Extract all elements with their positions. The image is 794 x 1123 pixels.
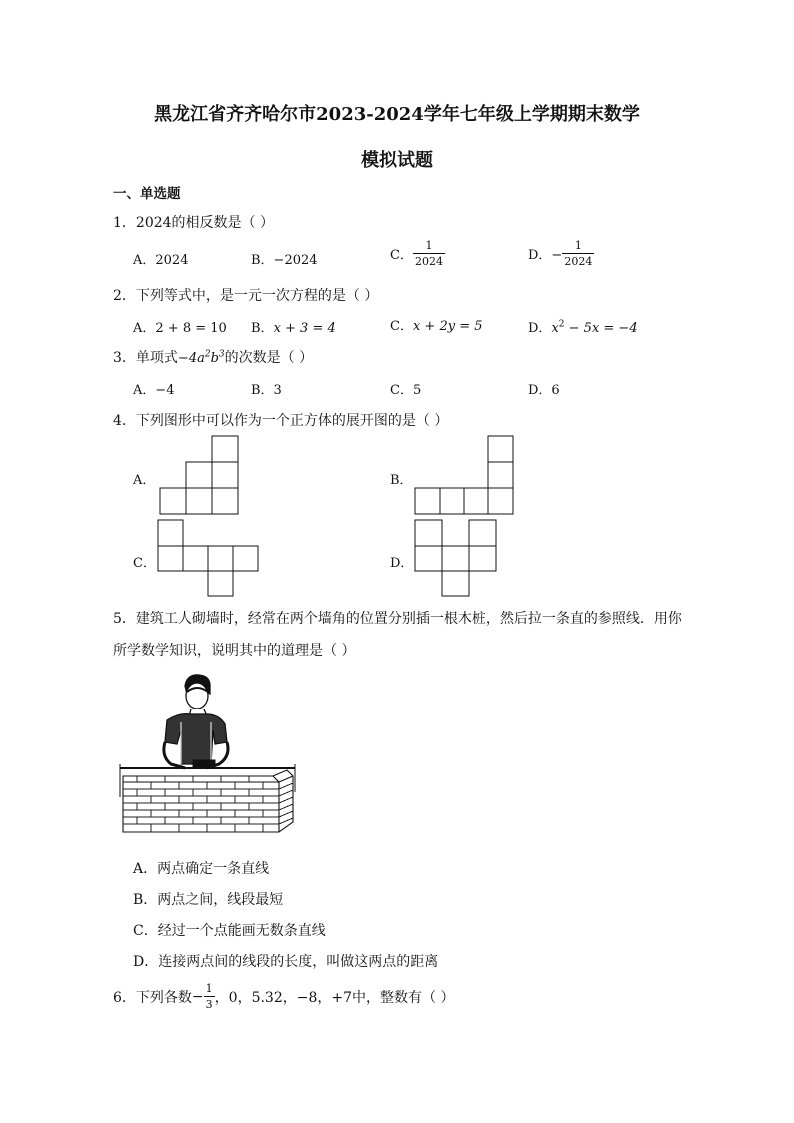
q2-option-d-x: x [551, 321, 559, 336]
fraction-denominator: 2024 [564, 255, 593, 268]
q6-negative-sign: − [191, 988, 204, 1005]
q5-option-a: A．两点确定一条直线 [133, 861, 270, 877]
question-3-stem [113, 347, 313, 367]
q5-option-c: C．经过一个点能画无数条直线 [133, 923, 326, 939]
q3-monomial-a: a [197, 351, 205, 366]
q4-option-c-net-diagram [155, 518, 263, 600]
q4-option-c-label: C． [133, 556, 156, 571]
q1-option-d [528, 240, 594, 267]
q1-option-d-label: D．− [528, 248, 563, 263]
q2-option-d-rest: − 5x = −4 [564, 321, 638, 336]
question-4-stem: 4．下列图形中可以作为一个正方体的展开图的是（ ） [113, 413, 449, 429]
fraction-denominator: 2024 [414, 255, 443, 268]
q4-option-d-net-diagram [412, 518, 500, 600]
q5-option-b: B．两点之间，线段最短 [133, 892, 284, 908]
brick-wall [123, 770, 293, 832]
q3-stem-pre: 3．单项式 [113, 350, 178, 366]
q1-option-c-fraction [413, 240, 445, 267]
q2-option-d-exponent: 2 [558, 319, 565, 330]
page-title: 黑龙江省齐齐哈尔市2023-2024学年七年级上学期期末数学 [154, 104, 640, 125]
fraction-numerator: 1 [205, 982, 213, 995]
q3-option-c: C．5 [390, 383, 422, 398]
fraction-denominator: 3 [205, 998, 213, 1011]
q6-stem-post: ，0，5.32，−8，+7中，整数有（ ） [214, 989, 455, 1006]
bricklayer-illustration [115, 672, 300, 837]
q1-option-a: A．2024 [133, 253, 189, 268]
fraction-numerator: 1 [574, 239, 582, 252]
q3-option-b: B．3 [251, 383, 282, 398]
q2-option-b [251, 317, 336, 336]
fraction-numerator: 1 [425, 239, 433, 252]
q2-option-b-label: B． [251, 321, 274, 336]
q3-option-d: D．6 [528, 383, 560, 398]
q4-option-a-net-diagram [155, 434, 245, 518]
q3-monomial-a-exponent: 2 [204, 349, 211, 360]
q3-monomial-b-exponent: 3 [218, 349, 225, 360]
question-2-stem: 2．下列等式中，是一元一次方程的是（ ） [113, 288, 379, 304]
q1-option-d-fraction [562, 240, 594, 267]
q3-monomial-b: b [210, 351, 219, 366]
q6-fraction [204, 983, 215, 1010]
q4-option-a-label: A． [133, 473, 156, 488]
question-5-stem-line-1: 5．建筑工人砌墙时，经常在两个墙角的位置分别插一根木桩，然后拉一条直的参照线．用你 [113, 611, 682, 627]
q1-option-b: B．−2024 [251, 253, 318, 268]
q1-option-c-label: C． [390, 248, 413, 263]
question-1-stem: 1．2024的相反数是（ ） [113, 215, 274, 231]
q1-option-c [390, 240, 445, 267]
page-subtitle: 模拟试题 [361, 150, 433, 171]
q3-option-a: A．−4 [133, 383, 175, 398]
question-5-stem-line-2: 所学数学知识，说明其中的道理是（ ） [113, 643, 356, 659]
q2-option-c-equation: x + 2y = 5 [412, 319, 483, 334]
q4-option-b-label: B． [390, 473, 413, 488]
q2-option-c [390, 315, 483, 334]
q2-option-d [528, 317, 638, 336]
q2-option-d-label: D． [528, 321, 552, 336]
q6-stem-pre: 6．下列各数 [113, 989, 192, 1006]
q2-option-a: A．2 + 8 = 10 [133, 321, 227, 336]
q3-monomial-coefficient: −4 [177, 351, 198, 366]
worker-figure [164, 675, 228, 768]
q2-option-c-label: C． [390, 319, 413, 334]
q4-option-b-net-diagram [412, 434, 520, 518]
q5-option-d: D．连接两点间的线段的长度，叫做这两点的距离 [133, 954, 439, 970]
q3-monomial [178, 351, 225, 366]
q4-option-d-label: D． [390, 556, 414, 571]
q2-option-b-equation: x + 3 = 4 [273, 321, 336, 336]
q3-stem-post: 的次数是（ ） [224, 350, 314, 366]
section-heading: 一、单选题 [113, 186, 181, 202]
question-6-stem [113, 983, 454, 1010]
